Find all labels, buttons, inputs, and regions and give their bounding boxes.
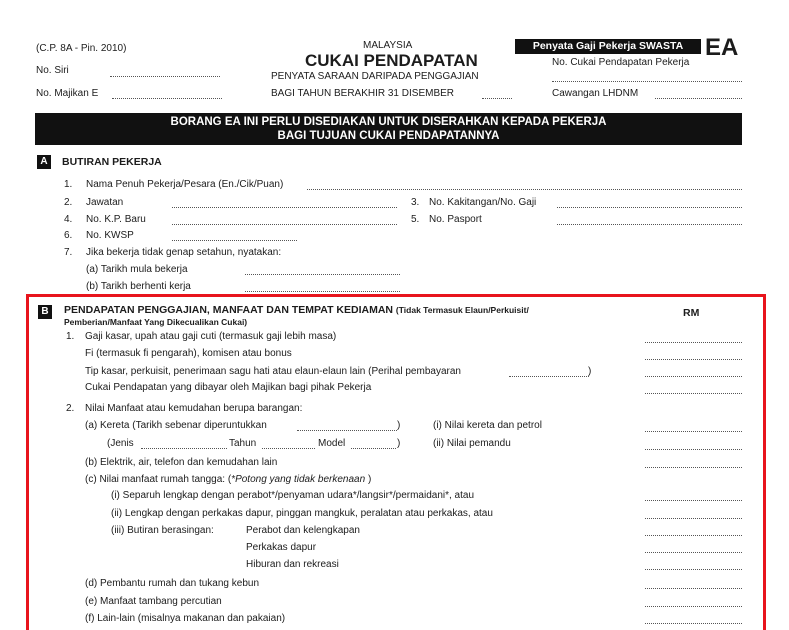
tips-close-paren: )	[588, 366, 592, 377]
car-year-field[interactable]	[262, 448, 315, 449]
furniture-amount[interactable]	[645, 535, 742, 536]
household-label-text: (c) Nilai manfaat rumah tangga: (	[85, 474, 232, 485]
form-title: CUKAI PENDAPATAN	[305, 51, 478, 70]
section-b-title-note-2: Pemberian/Manfaat Yang Dikecualikan Cukai)	[64, 317, 248, 327]
no-majikan-field[interactable]	[112, 98, 222, 99]
item-5-number: 5.	[411, 214, 420, 225]
holiday-label: (e) Manfaat tambang percutian	[85, 596, 222, 607]
start-date-label: (a) Tarikh mula bekerja	[86, 264, 188, 275]
domestic-help-label: (d) Pembantu rumah dan tukang kebun	[85, 578, 259, 589]
position-field[interactable]	[172, 207, 397, 208]
end-date-label: (b) Tarikh berhenti kerja	[86, 281, 191, 292]
car-label: (a) Kereta (Tarikh sebenar diperuntukkan	[85, 420, 267, 431]
section-b-title-note: (Tidak Termasuk Elaun/Perkuisit/	[395, 305, 529, 315]
statement-type-badge: Penyata Gaji Pekerja SWASTA	[515, 39, 701, 54]
fully-furnished-label: (ii) Lengkap dengan perkakas dapur, pinggan mangkuk, peralatan atau perkakas, atau	[111, 508, 493, 519]
entertainment-label: Hiburan dan rekreasi	[246, 559, 339, 570]
car-model-field[interactable]	[351, 448, 396, 449]
item-6-label: No. KWSP	[86, 230, 134, 241]
car-petrol-label: (i) Nilai kereta dan petrol	[433, 420, 542, 431]
utilities-label: (b) Elektrik, air, telefon dan kemudahan lain	[85, 457, 278, 468]
tips-label: Tip kasar, perkuisit, penerimaan sagu hati atau elaun-elaun lain (Perihal pembayaran	[85, 366, 461, 377]
gross-salary-amount[interactable]	[645, 342, 742, 343]
section-a-badge: A	[37, 155, 51, 169]
tips-description-field[interactable]	[509, 376, 589, 377]
end-date-field[interactable]	[245, 291, 400, 292]
item-2-label: Jawatan	[86, 197, 124, 208]
section-b-title-main: PENDAPATAN PENGGAJIAN, MANFAAT DAN TEMPAT KEDIAMAN	[64, 304, 393, 316]
section-a-title: BUTIRAN PEKERJA	[62, 156, 162, 168]
b-item-2-number: 2.	[66, 403, 75, 414]
section-b-title	[64, 304, 529, 316]
car-close-paren: )	[397, 420, 401, 431]
item-1-number: 1.	[64, 179, 73, 190]
item-1-label: Nama Penuh Pekerja/Pesara (En./Cik/Puan)	[86, 179, 284, 190]
itemised-label: (iii) Butiran berasingan:	[111, 525, 214, 536]
fully-furnished-amount[interactable]	[645, 518, 742, 519]
item-4-label: No. K.P. Baru	[86, 214, 146, 225]
item-6-number: 6.	[64, 230, 73, 241]
form-subtitle-1: PENYATA SARAAN DARIPADA PENGGAJIAN	[271, 71, 479, 82]
form-code: EA	[705, 34, 739, 61]
tax-no-field[interactable]	[552, 81, 742, 82]
b-item-1-number: 1.	[66, 331, 75, 342]
employer-tax-amount[interactable]	[645, 393, 742, 394]
others-label: (f) Lain-lain (misalnya makanan dan pakaian)	[85, 613, 286, 624]
item-7-number: 7.	[64, 247, 73, 258]
holiday-amount[interactable]	[645, 606, 742, 607]
car-type-field[interactable]	[141, 448, 227, 449]
others-amount[interactable]	[645, 623, 742, 624]
domestic-help-amount[interactable]	[645, 588, 742, 589]
kwsp-field[interactable]	[172, 240, 297, 241]
item-5-label: No. Pasport	[429, 214, 482, 225]
employer-tax-label: Cukai Pendapatan yang dibayar oleh Majikan bagi pihak Pekerja	[85, 382, 372, 393]
utilities-amount[interactable]	[645, 467, 742, 468]
car-close-paren-2: )	[397, 438, 401, 449]
item-4-number: 4.	[64, 214, 73, 225]
item-7-label: Jika bekerja tidak genap setahun, nyatakan:	[86, 247, 282, 258]
start-date-field[interactable]	[245, 274, 400, 275]
tax-no-label: No. Cukai Pendapatan Pekerja	[552, 57, 690, 68]
section-b-badge: B	[38, 305, 52, 319]
furniture-label: Perabot dan kelengkapan	[246, 525, 360, 536]
item-2-number: 2.	[64, 197, 73, 208]
car-model-label: Model	[318, 438, 346, 449]
car-date-field[interactable]	[297, 430, 397, 431]
no-siri-label: No. Siri	[36, 65, 69, 76]
form-subtitle-2: BAGI TAHUN BERAKHIR 31 DISEMBER	[271, 88, 455, 99]
banner-line-2: BAGI TUJUAN CUKAI PENDAPATANNYA	[277, 130, 500, 142]
household-note: *Potong yang tidak berkenaan	[231, 474, 366, 485]
fees-label: Fi (termasuk fi pengarah), komisen atau bonus	[85, 348, 292, 359]
staff-no-field[interactable]	[557, 207, 742, 208]
tips-amount[interactable]	[645, 376, 742, 377]
branch-label: Cawangan LHDNM	[552, 88, 639, 99]
kitchen-amount[interactable]	[645, 552, 742, 553]
currency-header: RM	[683, 307, 700, 319]
no-siri-field[interactable]	[110, 76, 220, 77]
country-label: MALAYSIA	[363, 40, 413, 51]
semi-furnished-label: (i) Separuh lengkap dengan perabot*/penyaman udara*/langsir*/permaidani*, atau	[111, 490, 475, 501]
car-type-label: (Jenis	[107, 438, 134, 449]
gross-salary-label: Gaji kasar, upah atau gaji cuti (termasuk gaji lebih masa)	[85, 331, 337, 342]
instruction-banner	[35, 113, 742, 145]
car-petrol-amount[interactable]	[645, 431, 742, 432]
benefits-label: Nilai Manfaat atau kemudahan berupa barangan:	[85, 403, 303, 414]
car-year-label: Tahun	[229, 438, 257, 449]
kitchen-label: Perkakas dapur	[246, 542, 317, 553]
full-name-field[interactable]	[307, 189, 742, 190]
form-reference: (C.P. 8A - Pin. 2010)	[36, 43, 127, 54]
entertainment-amount[interactable]	[645, 569, 742, 570]
no-majikan-label: No. Majikan E	[36, 88, 99, 99]
driver-label: (ii) Nilai pemandu	[433, 438, 511, 449]
item-3-label: No. Kakitangan/No. Gaji	[429, 197, 537, 208]
item-3-number: 3.	[411, 197, 420, 208]
driver-amount[interactable]	[645, 449, 742, 450]
semi-furnished-amount[interactable]	[645, 500, 742, 501]
branch-field[interactable]	[655, 98, 742, 99]
household-label	[85, 474, 371, 485]
fees-amount[interactable]	[645, 359, 742, 360]
ic-no-field[interactable]	[172, 224, 397, 225]
household-close-paren: )	[367, 474, 372, 485]
banner-line-1: BORANG EA INI PERLU DISEDIAKAN UNTUK DISERAHKAN KEPADA PEKERJA	[170, 116, 607, 128]
year-field[interactable]	[482, 98, 512, 99]
passport-field[interactable]	[557, 224, 742, 225]
